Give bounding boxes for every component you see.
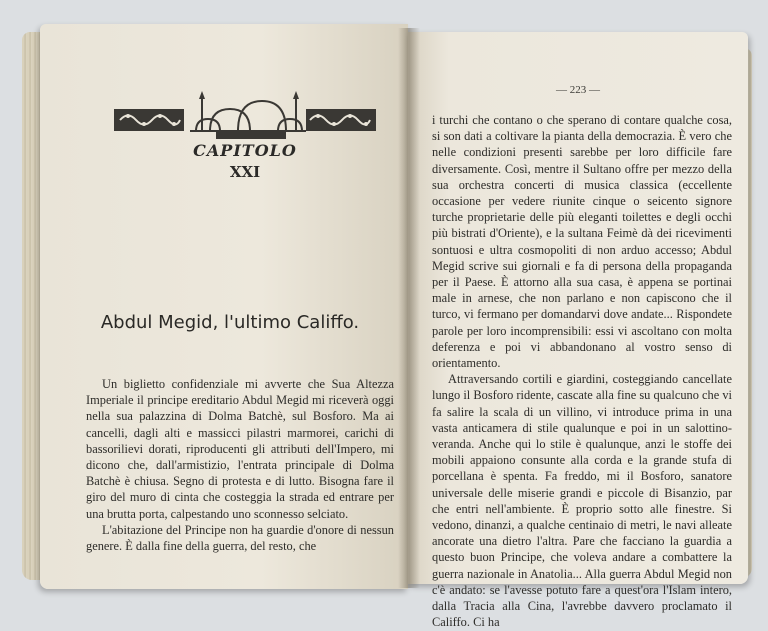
left-page — [40, 24, 408, 589]
page-number: — 223 — — [556, 84, 600, 96]
book-gutter — [398, 28, 420, 588]
right-page-body — [432, 112, 732, 631]
right-page — [408, 32, 748, 630]
chapter-header-ornament — [110, 79, 380, 189]
paragraph: Un biglietto confidenziale mi avverte che Sua Altezza Imperiale il principe ereditario Abdul Megid mi riceverà oggi nella sua palazzina di Dolma Batchè, sul Bosforo. Ma ai cancelli, dagli alti e massicci pilastri marmorei, carichi di bassorilievi dorati, riproducenti gli attributi dell'Impero, mi dicono che, dall'armistizio, l'entrata principale di Dolma Batchè è chiusa. Segno di protesta e di lutto. Bisogna fare il giro del muro di cinta che costeggia la strada ed entrare per una brutta porta, calpestando uno sconnesso selciato. — [86, 377, 394, 521]
chapter-title: Abdul Megid, l'ultimo Califfo. — [100, 312, 360, 333]
paragraph: Attraversando cortili e giardini, costeggiando cancellate lungo il Bosforo ridente, cascate alla fine su qualcuno che vi fa salire la scala di un villino, vi introduce prima in una vasta anticamera di stile qualunque e poi in un salottino-veranda. Anche qui lo stile è qualunque, anzi le stoffe dei mobili appaiono consunte alla corda e la grande stufa di porcellana è spenta. Fa freddo, mi il Bosforo, sanatore universale delle miserie grandi e piccole di Bisanzio, par che entri nell'ambiente. È proprio sotto alle finestre. Si vedono, dinanzi, a qualche centinaio di metri, le navi alleate ancorate una dietro l'altra. Pare che facciano la guardia a questo buon Principe, che voleva andare a combattere la guerra nazionale in Anatolia... Alla guerra Abdul Megid non c'è andato: se l'avesse potuto fare a quest'ora l'Islam intero, dalla Tracia alla Cina, l'avrebbe davvero proclamato il Califfo. Ci ha — [432, 372, 732, 630]
left-page-body — [86, 376, 394, 554]
paragraph: L'abitazione del Principe non ha guardie d'onore di nessun genere. È dalla fine della guerra, del resto, che — [86, 522, 394, 554]
chapter-label: CAPITOLO — [193, 141, 297, 160]
paragraph: i turchi che contano o che sperano di contare qualche cosa, si son dati a coltivare la pianta della democrazia. È vero che nelle condizioni presenti sarebbe per loro difficile fare diversamente. Così, mentre il Sultano offre per mezzo della sua orchestra concerti di musica classica (eccellente occasione per vedere riunite cinque o seicento signore turche proprietarie delle più eleganti toilettes e degli occhi più bistrati d'Oriente), e la sultana Feimè dà dei ricevimenti sontuosi e ultra cosmopoliti di non arduo accesso; Abdul Megid scrive sui giornali e fa di persona della propaganda per il Paese. È attorno alla sua casa, è appena se portinai male in arnese, che non parlano e non capiscono che il turco, vi fermano per domandarvi dove andate... Rispondete parole per loro incomprensibili: essi vi ascoltano con molta deferenza e poi vi abbandonano al vostro senso di orientamento. — [432, 113, 732, 371]
open-book — [22, 18, 752, 630]
chapter-number: XXI — [229, 163, 261, 181]
